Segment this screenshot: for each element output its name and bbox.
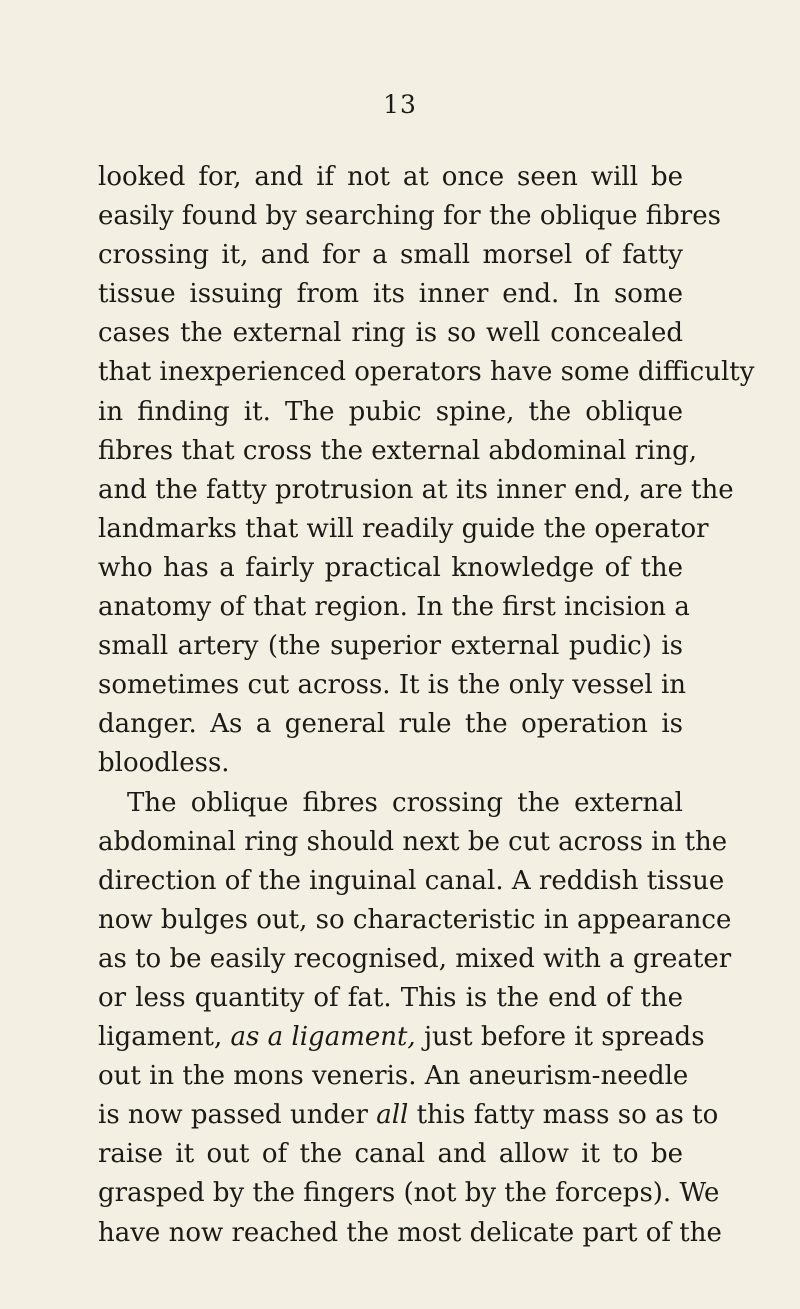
text-line: fibres that cross the external abdominal ring,: [98, 435, 698, 466]
text-line: direction of the inguinal canal. A reddish tissue: [98, 865, 725, 896]
text-segment: just before it spreads: [415, 1022, 705, 1053]
text-line-with-italic: [98, 1018, 705, 1057]
text-line: small artery (the superior external pudic) is: [98, 631, 683, 662]
text-line: easily found by searching for the oblique fibres: [98, 201, 721, 232]
paragraph-end-line: bloodless.: [98, 748, 230, 779]
text-line: raise it out of the canal and allow it to be: [98, 1139, 683, 1170]
italic-word: all: [376, 1100, 409, 1131]
text-line: sometimes cut across. It is the only vessel in: [98, 670, 687, 701]
text-line: landmarks that will readily guide the operator: [98, 513, 709, 544]
text-line: that inexperienced operators have some difficulty: [98, 357, 755, 388]
text-line: cases the external ring is so well concealed: [98, 318, 683, 349]
text-line: abdominal ring should next be cut across in the: [98, 826, 728, 857]
text-line: and the fatty protrusion at its inner end, are the: [98, 474, 734, 505]
text-line: tissue issuing from its inner end. In some: [98, 279, 683, 310]
paragraph-start-line: The oblique fibres crossing the external: [127, 787, 683, 818]
text-line: as to be easily recognised, mixed with a greater: [98, 943, 732, 974]
text-line: out in the mons veneris. An aneurism-needle: [98, 1061, 689, 1092]
body-text: [98, 158, 755, 1253]
text-line: in finding it. The pubic spine, the oblique: [98, 396, 683, 427]
italic-phrase: as a ligament,: [230, 1022, 416, 1053]
text-line: grasped by the fingers (not by the forceps). We: [98, 1178, 720, 1209]
text-line: looked for, and if not at once seen will be: [98, 162, 683, 192]
text-line: crossing it, and for a small morsel of fatty: [98, 240, 683, 271]
text-segment: ligament,: [98, 1022, 231, 1053]
text-line: anatomy of that region. In the first incision a: [98, 592, 690, 623]
text-line: who has a fairly practical knowledge of the: [98, 552, 683, 583]
page-number: 13: [383, 90, 417, 119]
text-line-with-italic: [98, 1096, 719, 1135]
text-segment: is now passed under: [98, 1100, 377, 1131]
text-line: have now reached the most delicate part of the: [98, 1217, 722, 1248]
text-segment: this fatty mass so as to: [408, 1100, 719, 1131]
text-line: or less quantity of fat. This is the end of the: [98, 982, 683, 1013]
text-line: now bulges out, so characteristic in appearance: [98, 904, 732, 935]
text-line: danger. As a general rule the operation is: [98, 709, 683, 740]
